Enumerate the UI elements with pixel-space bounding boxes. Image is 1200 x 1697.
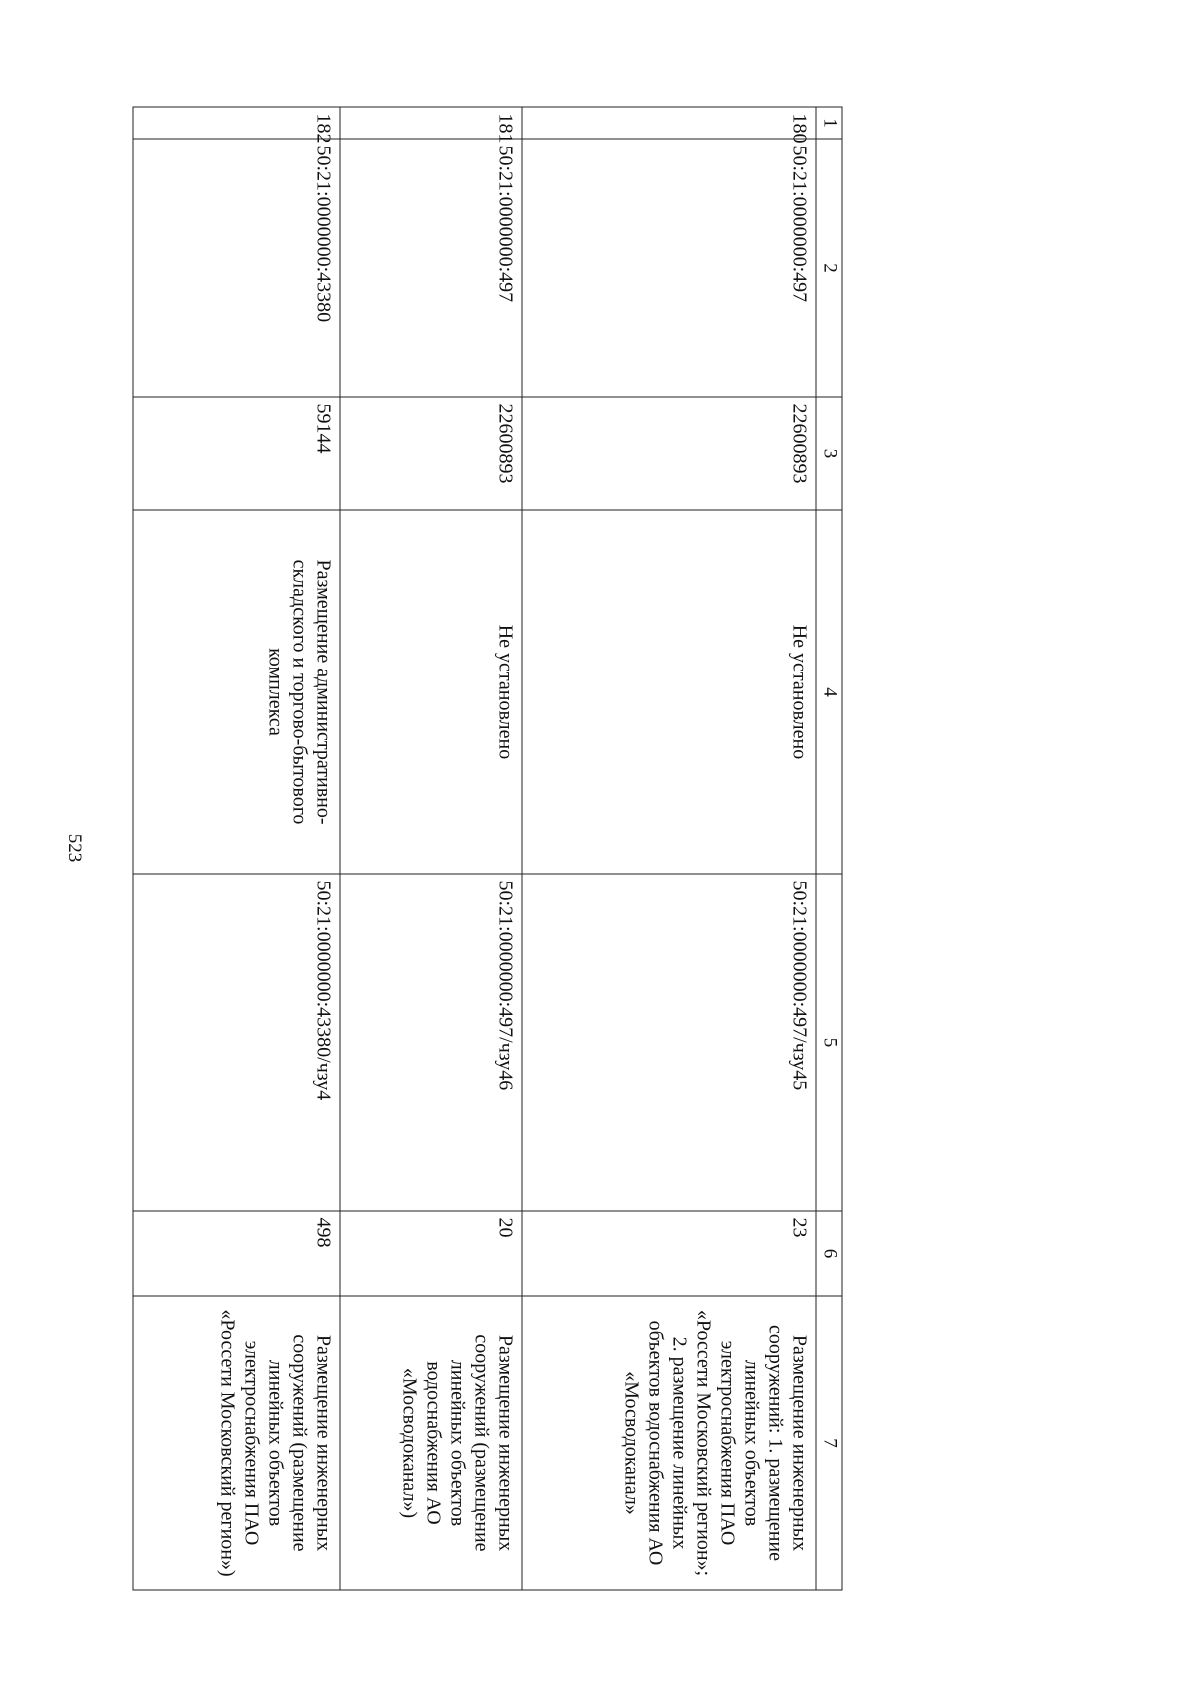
column-header-6: 6 [816, 1211, 842, 1296]
zone-number: 50:21:0000000:497/чзу45 [522, 874, 816, 1211]
table-header-row [816, 107, 842, 1590]
column-header-1: 1 [816, 107, 842, 139]
column-header-3: 3 [816, 397, 842, 510]
table-row [133, 107, 340, 1590]
permitted-use: Размещение административно-складского и торгово-бытового комплекса [133, 510, 340, 874]
zone-area: 20 [340, 1211, 522, 1296]
rotated-table-container [138, 107, 843, 1590]
plot-area: 59144 [133, 397, 340, 510]
land-plot-table [133, 107, 843, 1591]
zone-area: 498 [133, 1211, 340, 1296]
permitted-use: Не установлено [340, 510, 522, 874]
purpose: Размещение инженерных сооружений (размещение линейных объектов электроснабжения ПАО «Россети Московский регион») [133, 1296, 340, 1590]
column-header-2: 2 [816, 139, 842, 397]
table-row [522, 107, 816, 1590]
zone-area: 23 [522, 1211, 816, 1296]
row-number: 182 [133, 107, 340, 139]
cadastral-number: 50:21:0000000:497 [522, 139, 816, 397]
plot-area: 22600893 [340, 397, 522, 510]
zone-number: 50:21:0000000:43380/чзу4 [133, 874, 340, 1211]
column-header-7: 7 [816, 1296, 842, 1590]
column-header-5: 5 [816, 874, 842, 1211]
column-header-4: 4 [816, 510, 842, 874]
cadastral-number: 50:21:0000000:43380 [133, 139, 340, 397]
purpose: Размещение инженерных сооружений: 1. размещение линейных объектов электроснабжения ПАО «Россети Московский регион»; 2. размещение линейных объектов водоснабжения АО «Мосводоканал» [522, 1296, 816, 1590]
purpose: Размещение инженерных сооружений (размещение линейных объектов водоснабжения АО «Мосводоканал») [340, 1296, 522, 1590]
permitted-use: Не установлено [522, 510, 816, 874]
plot-area: 22600893 [522, 397, 816, 510]
row-number: 180 [522, 107, 816, 139]
zone-number: 50:21:0000000:497/чзу46 [340, 874, 522, 1211]
cadastral-number: 50:21:0000000:497 [340, 139, 522, 397]
row-number: 181 [340, 107, 522, 139]
table-row [340, 107, 522, 1590]
page-number: 523 [64, 833, 85, 863]
